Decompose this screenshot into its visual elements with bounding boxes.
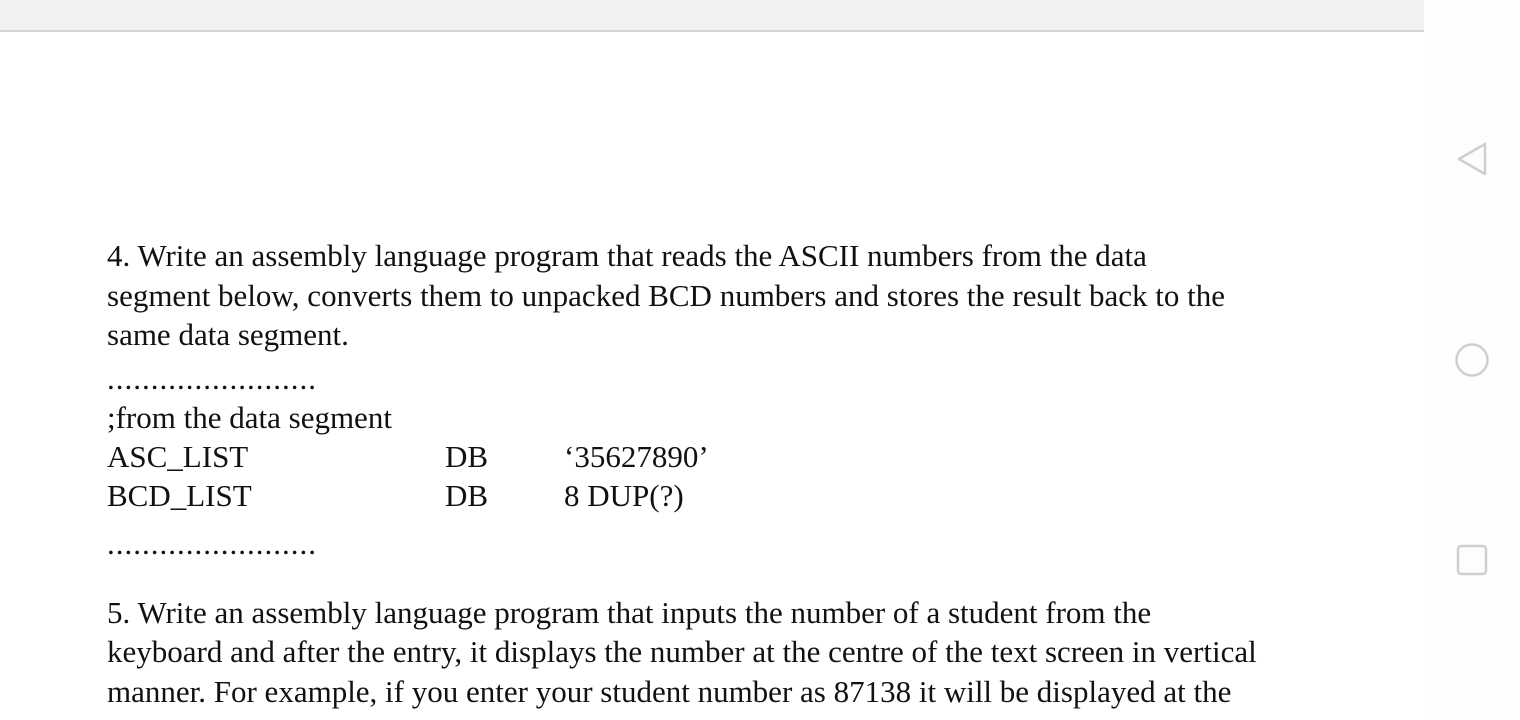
question-4-line-3: same data segment.: [107, 317, 349, 352]
dotted-separator-bottom: ........................: [107, 525, 317, 561]
triangle-back-icon: [1455, 141, 1489, 177]
code-name: ASC_LIST: [107, 438, 249, 474]
question-5-line-1: 5. Write an assembly language program that inputs the number of a student from the: [107, 594, 1152, 630]
document-page: [107, 236, 1399, 711]
square-recents-icon: [1454, 542, 1490, 578]
question-5-line-2: keyboard and after the entry, it displays the number at the centre of the text screen in vertical: [107, 634, 1257, 669]
top-strip: [0, 0, 1424, 32]
back-button[interactable]: [1454, 141, 1490, 177]
code-directive: DB: [445, 438, 489, 474]
question-4: [107, 236, 1399, 563]
question-4-line-1: 4. Write an assembly language program that reads the ASCII numbers from the data: [107, 238, 1147, 273]
circle-home-icon: [1454, 342, 1490, 378]
code-value: ‘35627890’: [564, 438, 709, 474]
code-row-bcd-list: [107, 476, 1399, 516]
recents-button[interactable]: [1454, 542, 1490, 578]
home-button[interactable]: [1454, 342, 1490, 378]
code-value: 8 DUP(?): [564, 478, 684, 513]
code-row-asc-list: [107, 437, 1399, 477]
question-5-line-3: manner. For example, if you enter your student number as 87138 it will be displayed at the: [107, 673, 1232, 709]
question-4-line-2: segment below, converts them to unpacked BCD numbers and stores the result back to the: [107, 277, 1226, 313]
code-comment: ;from the data segment: [107, 399, 392, 435]
code-directive: DB: [445, 478, 489, 513]
question-5: [107, 593, 1399, 712]
code-name: BCD_LIST: [107, 478, 252, 513]
dotted-separator-top: ........................: [107, 360, 317, 396]
